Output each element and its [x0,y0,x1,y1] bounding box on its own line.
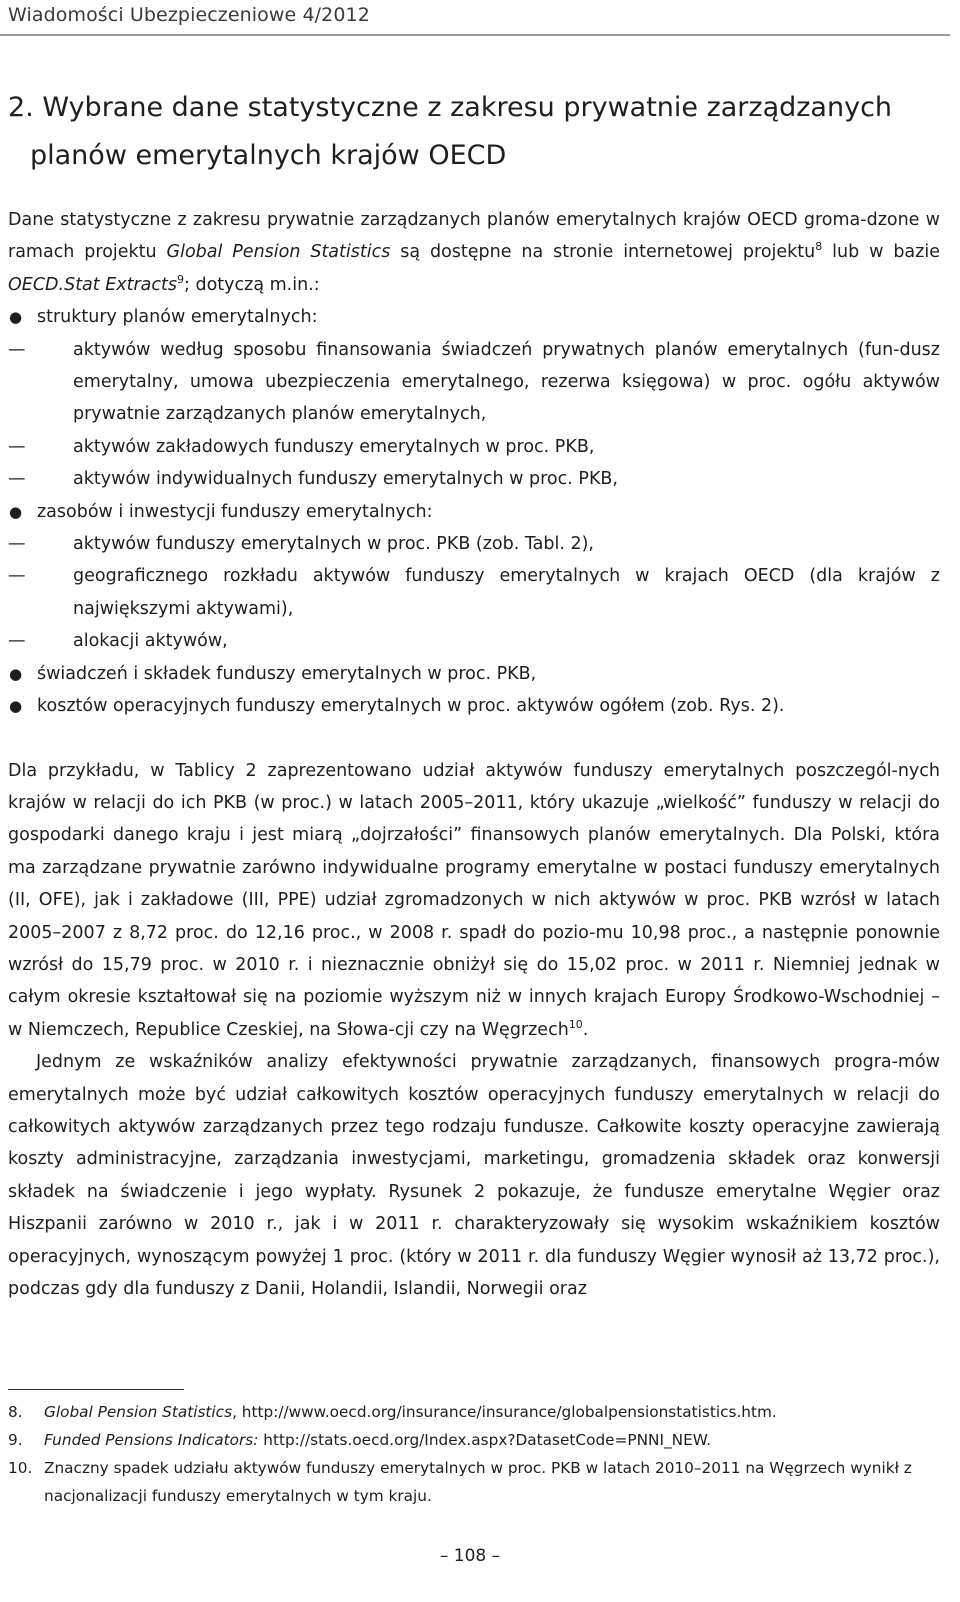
bullet-text: kosztów operacyjnych funduszy emerytalnych w proc. aktywów ogółem (zob. Rys. 2). [37,696,785,717]
body-text-1: Dla przykładu, w Tablicy 2 zaprezentowano udział aktywów funduszy emerytalnych poszczegól-nych krajów w relacji do ich PKB (w proc.) w latach 2005–2011, który ukazuje „wielkość” funduszy w relacji do gospodarki danego kraju i jest miarą „dojrzałości” finansowych planów emerytalnych. Dla Polski, która ma zarządzane prywatnie zarówno indywidualne programy emerytalne w postaci funduszy emerytalnych (II, OFE), jak i zakładowe (III, PPE) udział zgromadzonych w nich aktywów w proc. PKB wzrósł w latach 2005–2007 z 8,72 proc. do 12,16 proc., w 2008 r. spadł do pozio-mu 10,98 proc., a następnie ponownie wzrósł do 15,79 proc. w 2010 r. i nieznacznie obniżył się do 15,02 proc. w 2011 r. Niemniej jednak w całym okresie kształtował się na poziomie wyższym niż w innych krajach Europy Środkowo-Wschodniej – w Niemczech, Republice Czeskiej, na Słowa-cji czy na Węgrzech [8,760,940,1040]
footnote-italic: Funded Pensions Indicators: [44,1431,259,1449]
dash-text: aktywów zakładowych funduszy emerytalnych w proc. PKB, [73,436,595,457]
dash-item [8,463,940,495]
bullet-item [8,690,940,722]
dash-text: aktywów indywidualnych funduszy emerytalnych w proc. PKB, [73,469,618,490]
section-title-text: Wybrane dane statystyczne z zakresu prywatnie zarządzanych planów emerytalnych krajów OECD [30,92,893,171]
footnote-text: Znaczny spadek udziału aktywów funduszy emerytalnych w proc. PKB w latach 2010–2011 na Węgrzech wynikł z nacjonalizacji funduszy emerytalnych w tym kraju. [44,1459,912,1505]
running-header: Wiadomości Ubezpieczeniowe 4/2012 [8,4,370,26]
footnote-rule [8,1389,184,1390]
bullet-icon: ● [9,502,23,521]
intro-text-2: są dostępne na stronie internetowej projektu [390,242,816,263]
bullet-item [8,496,940,658]
intro-text-4: ; dotyczą m.in.: [184,274,320,295]
dash-item [8,625,940,657]
footnote-number: 10. [8,1459,33,1477]
bullet-icon: ● [9,697,23,716]
bullet-list [8,301,940,722]
bullet-text: struktury planów emerytalnych: [37,307,318,328]
dash-icon: — [8,566,26,587]
bullet-icon: ● [9,664,23,683]
section-number: 2. [8,92,34,123]
dash-text: alokacji aktywów, [73,631,228,652]
body-paragraph-2 [8,1046,940,1305]
footnote-ref-10[interactable]: 10 [568,1017,583,1031]
bullet-item [8,301,940,495]
bullet-text: zasobów i inwestycji funduszy emerytalnych: [37,501,433,522]
dash-icon: — [8,436,26,457]
intro-paragraph [8,204,940,301]
dash-text: aktywów funduszy emerytalnych w proc. PKB (zob. Tabl. 2), [73,534,594,555]
dash-list [8,528,940,658]
page-number: – 108 – [439,1546,501,1566]
intro-text-3: lub w bazie [822,242,940,263]
dash-icon: — [8,534,26,555]
footnote-text[interactable]: , http://www.oecd.org/insurance/insurance/globalpensionstatistics.htm. [232,1403,777,1421]
header-rule [0,34,950,36]
dash-text: geograficznego rozkładu aktywów funduszy emerytalnych w krajach OECD (dla krajów z największymi aktywami), [73,566,940,619]
dash-icon: — [8,339,26,360]
footnote-item [8,1454,940,1510]
dash-item [8,431,940,463]
bullet-text: świadczeń i składek funduszy emerytalnych w proc. PKB, [37,663,537,684]
main-content [8,84,940,1305]
intro-italic-2: OECD.Stat Extracts [8,274,178,295]
body-text-1-end: . [582,1019,589,1040]
footnote-text[interactable]: http://stats.oecd.org/Index.aspx?DatasetCode=PNNI_NEW. [258,1431,712,1449]
footnote-item [8,1426,940,1454]
dash-icon: — [8,631,26,652]
dash-text: aktywów według sposobu finansowania świadczeń prywatnych planów emerytalnych (fun-dusz emerytalny, umowa ubezpieczenia emerytalnego, rezerwa księgowa) w proc. ogółu aktywów prywatnie zarządzanych planów emerytalnych, [73,339,940,425]
intro-italic-1: Global Pension Statistics [166,242,391,263]
dash-list [8,334,940,496]
section-title [8,84,940,180]
footnote-item [8,1398,940,1426]
footnotes [8,1398,940,1510]
body-paragraph-1 [8,755,940,1047]
dash-item [8,528,940,560]
footnote-ref-9[interactable]: 9 [177,272,185,286]
intro-text-1: Dane statystyczne z zakresu prywatnie zarządzanych planów emerytalnych krajów OECD groma-dzone w ramach projektu [8,210,940,263]
dash-item [8,334,940,431]
dash-item [8,560,940,625]
paragraph-spacer [8,723,940,755]
footnote-number: 9. [8,1431,23,1449]
footnote-number: 8. [8,1403,23,1421]
footnote-ref-8[interactable]: 8 [815,240,823,254]
bullet-icon: ● [9,308,23,327]
bullet-item [8,658,940,690]
dash-icon: — [8,469,26,490]
footnote-italic: Global Pension Statistics [44,1403,233,1421]
body-text-2: Jednym ze wskaźników analizy efektywności prywatnie zarządzanych, finansowych progra-mów emerytalnych może być udział całkowitych kosztów operacyjnych funduszy emerytalnych w relacji do całkowitych aktywów zarządzanych przez tego rodzaju fundusze. Całkowite koszty operacyjne zawierają koszty administracyjne, zarządzania inwestycjami, marketingu, gromadzenia składek oraz konwersji składek na świadczenie i jego wypłaty. Rysunek 2 pokazuje, że fundusze emerytalne Węgier oraz Hiszpanii zarówno w 2010 r., jak i w 2011 r. charakteryzowały się wysokim wskaźnikiem kosztów operacyjnych, wynoszącym powyżej 1 proc. (który w 2011 r. dla funduszy Węgier wynosił aż 13,72 proc.), podczas gdy dla funduszy z Danii, Holandii, Islandii, Norwegii oraz [8,1052,940,1299]
